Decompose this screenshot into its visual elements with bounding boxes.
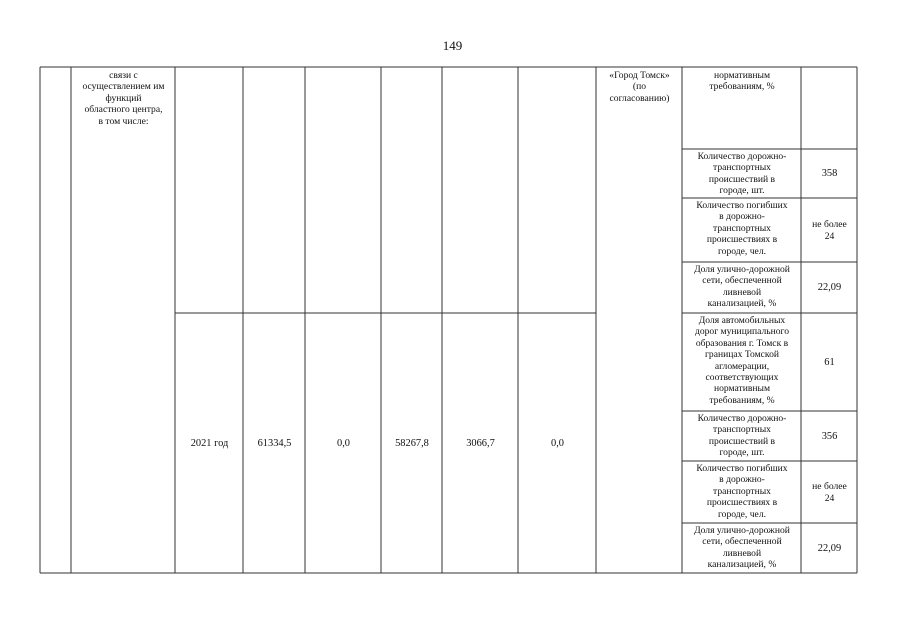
value-fatalities-2020: не более 24	[812, 219, 847, 242]
regional-2021: 58267,8	[395, 437, 429, 449]
value-drainage-2020: 22,09	[817, 282, 842, 294]
executor-cell: «Город Томск» (по согласованию)	[609, 70, 670, 104]
indicator-drainage-2020: Доля улично-дорожной сети, обеспеченной ливневой канализацией, %	[694, 264, 790, 310]
indicator-continuation: нормативным требованиям, %	[709, 70, 775, 93]
indicator-fatalities-2020: Количество погибших в дорожно- транспортных происшествиях в городе, чел.	[696, 200, 788, 257]
other-2021: 0,0	[551, 437, 564, 449]
value-drainage-2021: 22,09	[817, 542, 842, 554]
indicator-roads-share-2021: Доля автомобильных дорог муниципального образования г. Томск в границах Томской агломерации, соответствующих нормативным требованиям, %	[694, 315, 790, 406]
local-2021: 3066,7	[466, 437, 495, 449]
value-dtp-count-2020: 358	[821, 168, 838, 180]
page-number: 149	[442, 38, 463, 53]
federal-2021: 0,0	[337, 437, 350, 449]
year-2021: 2021 год	[190, 437, 229, 449]
indicator-drainage-2021: Доля улично-дорожной сети, обеспеченной ливневой канализацией, %	[694, 525, 790, 571]
total-2021: 61334,5	[257, 437, 292, 449]
value-roads-share-2021: 61	[824, 356, 835, 368]
value-dtp-count-2021: 356	[821, 430, 838, 442]
indicator-dtp-count-2021: Количество дорожно- транспортных происшествий в городе, шт.	[697, 413, 787, 459]
value-fatalities-2021: не более 24	[812, 481, 847, 504]
indicator-fatalities-2021: Количество погибших в дорожно- транспортных происшествиях в городе, чел.	[696, 463, 788, 520]
indicator-dtp-count-2020: Количество дорожно- транспортных происшествий в городе, шт.	[697, 151, 787, 197]
description-cell: связи с осуществлением им функций областного центра, в том числе:	[82, 70, 165, 127]
